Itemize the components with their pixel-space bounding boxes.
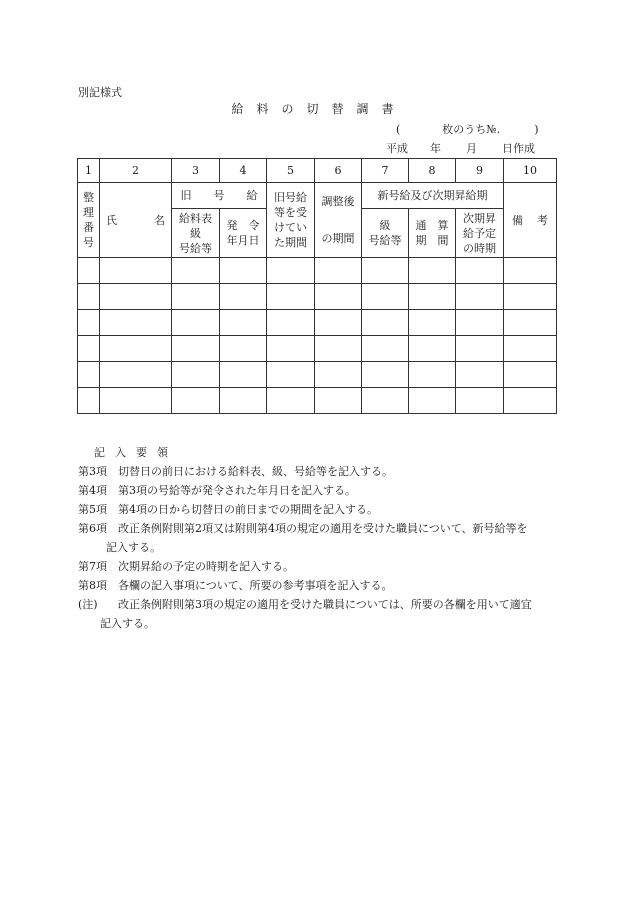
cell[interactable] [504,362,557,388]
cell[interactable] [78,258,100,284]
header-issue-date: 発 令 年月日 [220,209,267,258]
cell[interactable] [409,258,456,284]
table-row [78,362,557,388]
header-old-grade: 旧 号 給 [172,183,267,209]
date-era: 平成 [386,142,408,155]
creation-date-line [386,140,535,156]
date-made: 日作成 [502,142,535,155]
cell[interactable] [504,258,557,284]
col-number-6: 6 [315,159,362,183]
cell[interactable] [100,336,172,362]
cell[interactable] [78,336,100,362]
cell[interactable] [456,258,504,284]
cell[interactable] [100,362,172,388]
col-number-8: 8 [409,159,456,183]
cell[interactable] [409,362,456,388]
cell[interactable] [172,362,220,388]
note-item-remark: (注) 改正条例附則第3項の規定の適用を受けた職員については、所要の各欄を用いて適宜 [78,598,532,611]
cell[interactable] [315,362,362,388]
cell[interactable] [409,310,456,336]
cell[interactable] [78,362,100,388]
form-label: 別記様式 [78,86,122,99]
cell[interactable] [362,336,409,362]
cell[interactable] [267,336,315,362]
cell[interactable] [456,310,504,336]
col-number-1: 1 [78,159,100,183]
cell[interactable] [172,310,220,336]
col-number-3: 3 [172,159,220,183]
cell[interactable] [100,310,172,336]
cell[interactable] [220,362,267,388]
cell[interactable] [172,388,220,414]
cell[interactable] [315,258,362,284]
note-item-4: 第4項 第3項の号給等が発令された年月日を記入する。 [78,484,356,497]
cell[interactable] [220,284,267,310]
cell[interactable] [315,336,362,362]
note-item-5: 第5項 第4項の日から切替日の前日までの期間を記入する。 [78,503,378,516]
cell[interactable] [267,362,315,388]
cell[interactable] [267,284,315,310]
cell[interactable] [220,388,267,414]
col-number-7: 7 [362,159,409,183]
cell[interactable] [456,284,504,310]
col-number-10: 10 [504,159,557,183]
table-row [78,284,557,310]
notes-title: 記入要領 [94,446,178,459]
cell[interactable] [504,284,557,310]
cell[interactable] [78,388,100,414]
cell[interactable] [172,284,220,310]
cell[interactable] [267,258,315,284]
note-item-6-continued: 記入する。 [106,541,161,554]
table-row [78,258,557,284]
cell[interactable] [409,284,456,310]
cell[interactable] [220,310,267,336]
table-row [78,336,557,362]
cell[interactable] [267,310,315,336]
header-new-grade-level: 級 号給等 [362,209,409,258]
cell[interactable] [220,336,267,362]
cell[interactable] [409,336,456,362]
table-row [78,388,557,414]
cell[interactable] [409,388,456,414]
cell[interactable] [504,336,557,362]
header-salary-table-grade: 給料表 級 号給等 [172,209,220,258]
col-number-9: 9 [456,159,504,183]
document-title: 給料の切替調書 [231,102,407,116]
date-year: 年 [430,142,441,155]
cell[interactable] [172,336,220,362]
header-remarks: 備 考 [504,183,557,258]
cell[interactable] [362,284,409,310]
cell[interactable] [220,258,267,284]
sheet-number [396,121,539,137]
cell[interactable] [100,258,172,284]
cell[interactable] [456,362,504,388]
cell[interactable] [315,388,362,414]
cell[interactable] [78,284,100,310]
sheet-close-paren: ) [534,123,539,136]
note-item-8: 第8項 各欄の記入事項について、所要の参考事項を記入する。 [78,579,393,592]
sheet-text: 枚のうち№. [442,123,501,136]
cell[interactable] [100,388,172,414]
date-month: 月 [466,142,477,155]
sheet-open-paren: ( [396,123,401,136]
salary-switch-table [77,158,557,414]
header-next-raise-time: 次期昇 給予定 の時期 [456,209,504,258]
cell[interactable] [267,388,315,414]
cell[interactable] [362,310,409,336]
cell[interactable] [504,310,557,336]
header-new-grade: 新号給及び次期昇給期 [362,183,504,209]
cell[interactable] [504,388,557,414]
cell[interactable] [315,284,362,310]
note-item-6: 第6項 改正条例附則第2項又は附則第4項の規定の適用を受けた職員について、新号給等を [78,522,528,535]
cell[interactable] [362,362,409,388]
note-item-3: 第3項 切替日の前日における給料表、級、号給等を記入する。 [78,465,393,478]
header-adjusted-period: 調整後 の期間 [315,183,362,258]
header-old-grade-period: 旧号給 等を受 けてい た期間 [267,183,315,258]
header-seiri-bango: 整理番号 [78,183,100,258]
header-name: 氏 名 [100,183,172,258]
cell[interactable] [100,284,172,310]
col-number-4: 4 [220,159,267,183]
cell[interactable] [362,258,409,284]
col-number-5: 5 [267,159,315,183]
cell[interactable] [362,388,409,414]
cell[interactable] [172,258,220,284]
note-item-remark-continued: 記入する。 [100,617,155,630]
cell[interactable] [456,388,504,414]
table-row [78,310,557,336]
cell[interactable] [456,336,504,362]
cell[interactable] [78,310,100,336]
header-total-period: 通 算 期 間 [409,209,456,258]
note-item-7: 第7項 次期昇給の予定の時期を記入する。 [78,560,294,573]
cell[interactable] [315,310,362,336]
col-number-2: 2 [100,159,172,183]
